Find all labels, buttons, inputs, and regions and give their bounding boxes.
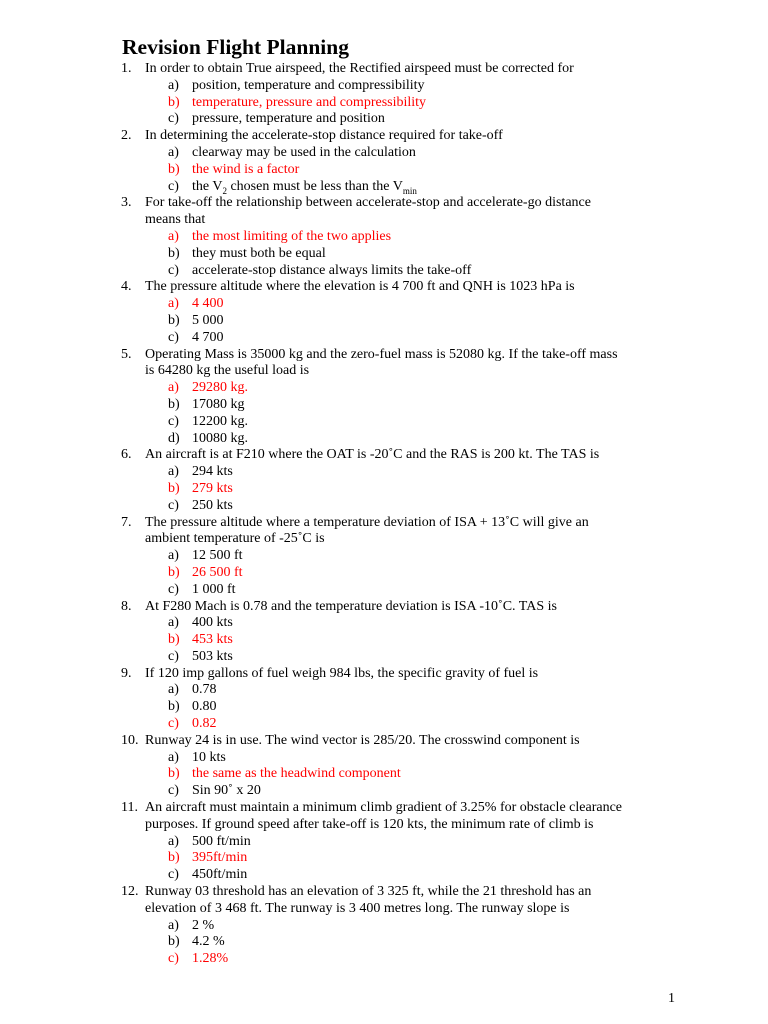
option (0, 682, 768, 699)
option-text: 395ft/min (192, 850, 248, 866)
question-text: If 120 imp gallons of fuel weigh 984 lbs, the specific gravity of fuel is (145, 665, 539, 681)
option-text: the wind is a factor (192, 161, 300, 177)
question-stem (0, 884, 768, 901)
option-letter: a) (168, 833, 179, 849)
option-letter: c) (168, 581, 179, 597)
option-letter: a) (168, 296, 179, 312)
option-letter: d) (168, 430, 180, 446)
question-text: is 64280 kg the useful load is (145, 363, 310, 379)
question-text: An aircraft must maintain a minimum climb gradient of 3.25% for obstacle clearance (145, 800, 622, 816)
question-text: Runway 24 is in use. The wind vector is 285/20. The crosswind component is (145, 732, 580, 748)
option-text: 400 kts (192, 615, 233, 631)
question-number: 7. (121, 514, 132, 530)
option-letter: a) (168, 682, 179, 698)
option-letter: b) (168, 161, 180, 177)
question-text: purposes. If ground speed after take-off is 120 kts, the minimum rate of climb is (145, 816, 594, 832)
option-letter: b) (168, 94, 180, 110)
option-text: 12200 kg. (192, 413, 248, 429)
question-stem-continued (0, 363, 768, 380)
question-number: 9. (121, 665, 132, 681)
option-letter: b) (168, 699, 180, 715)
option-text: the same as the headwind component (192, 766, 401, 782)
option-letter: c) (168, 648, 179, 664)
option (0, 548, 768, 565)
option-text: 0.82 (192, 716, 217, 732)
option-text: accelerate-stop distance always limits the take-off (192, 262, 472, 278)
question-text: An aircraft is at F210 where the OAT is -20˚C and the RAS is 200 kt. The TAS is (145, 447, 600, 463)
option (0, 246, 768, 263)
option (0, 397, 768, 414)
option-text: pressure, temperature and position (192, 111, 385, 127)
option-letter: c) (168, 497, 179, 513)
question-number: 5. (121, 346, 132, 362)
question-text: The pressure altitude where a temperature deviation of ISA + 13˚C will give an (145, 514, 589, 530)
question-text: The pressure altitude where the elevation is 4 700 ft and QNH is 1023 hPa is (145, 279, 575, 295)
question-stem (0, 61, 768, 78)
option-letter: c) (168, 783, 179, 799)
option (0, 330, 768, 347)
option-correct (0, 296, 768, 313)
option (0, 750, 768, 767)
option-text: 4.2 % (192, 934, 225, 950)
question-number: 2. (121, 128, 132, 144)
option-correct (0, 565, 768, 582)
question-number: 3. (121, 195, 132, 211)
option-correct (0, 162, 768, 179)
question-stem-continued (0, 212, 768, 229)
option (0, 934, 768, 951)
option (0, 649, 768, 666)
option-text: clearway may be used in the calculation (192, 144, 416, 160)
option (0, 414, 768, 431)
question-text: Operating Mass is 35000 kg and the zero-fuel mass is 52080 kg. If the take-off mass (145, 346, 618, 362)
option (0, 179, 768, 196)
option-correct (0, 951, 768, 968)
question-stem-continued (0, 901, 768, 918)
option-text: 250 kts (192, 497, 233, 513)
option-text: 503 kts (192, 648, 233, 664)
question-text: ambient temperature of -25˚C is (145, 531, 325, 547)
option-text: 2 % (192, 917, 215, 933)
option-letter: b) (168, 766, 180, 782)
option-letter: a) (168, 380, 179, 396)
question-number: 8. (121, 598, 132, 614)
option-text: 1 000 ft (192, 581, 236, 597)
option-text: position, temperature and compressibility (192, 77, 425, 93)
option-letter: b) (168, 564, 180, 580)
option (0, 783, 768, 800)
option-letter: a) (168, 749, 179, 765)
question-stem (0, 733, 768, 750)
option-letter: b) (168, 632, 180, 648)
question-list (0, 61, 768, 968)
option (0, 464, 768, 481)
option-correct (0, 850, 768, 867)
option (0, 918, 768, 935)
option-letter: c) (168, 178, 179, 194)
question-stem-continued (0, 531, 768, 548)
option (0, 111, 768, 128)
question-text: In determining the accelerate-stop distance required for take-off (145, 128, 503, 144)
option-text: 26 500 ft (192, 564, 243, 580)
option-letter: c) (168, 867, 179, 883)
option-text: 450ft/min (192, 867, 248, 883)
option-letter: c) (168, 111, 179, 127)
page-number: 1 (668, 991, 675, 1006)
question-stem (0, 195, 768, 212)
option-letter: b) (168, 312, 180, 328)
question-stem (0, 599, 768, 616)
option (0, 834, 768, 851)
option-text: 453 kts (192, 632, 233, 648)
option (0, 263, 768, 280)
option (0, 699, 768, 716)
option (0, 78, 768, 95)
option-text: Sin 90˚ x 20 (192, 783, 261, 799)
option-letter: a) (168, 464, 179, 480)
question-text: At F280 Mach is 0.78 and the temperature deviation is ISA -10˚C. TAS is (145, 598, 557, 614)
option-letter: b) (168, 850, 180, 866)
question-number: 12. (121, 884, 139, 900)
option-letter: a) (168, 77, 179, 93)
option-letter: a) (168, 144, 179, 160)
option-text: 0.78 (192, 682, 217, 698)
question-stem (0, 515, 768, 532)
question-stem-continued (0, 817, 768, 834)
option (0, 145, 768, 162)
question-text: elevation of 3 468 ft. The runway is 3 400 metres long. The runway slope is (145, 900, 570, 916)
option (0, 498, 768, 515)
option-text: the most limiting of the two applies (192, 228, 392, 244)
option-text: 0.80 (192, 699, 217, 715)
option-correct (0, 766, 768, 783)
option-text: 17080 kg (192, 396, 245, 412)
option-letter: a) (168, 917, 179, 933)
subscript: 2 (222, 185, 227, 196)
option (0, 615, 768, 632)
option-correct (0, 716, 768, 733)
option-correct (0, 481, 768, 498)
question-stem (0, 666, 768, 683)
option-text (192, 179, 417, 196)
option-text: 10 kts (192, 749, 226, 765)
option-text: 1.28% (192, 951, 229, 967)
option-text: 279 kts (192, 480, 233, 496)
option-text: 4 700 (192, 329, 224, 345)
option-text: 4 400 (192, 296, 224, 312)
question-stem (0, 128, 768, 145)
question-number: 4. (121, 279, 132, 295)
option-text: temperature, pressure and compressibility (192, 94, 427, 110)
question-stem (0, 347, 768, 364)
question-number: 10. (121, 732, 139, 748)
question-number: 1. (121, 61, 132, 76)
question-stem (0, 800, 768, 817)
option-text: 500 ft/min (192, 833, 251, 849)
option-text: they must both be equal (192, 245, 326, 261)
option (0, 313, 768, 330)
option-correct (0, 229, 768, 246)
option-text: 10080 kg. (192, 430, 248, 446)
option-letter: b) (168, 934, 180, 950)
option-text: 5 000 (192, 312, 224, 328)
question-stem (0, 447, 768, 464)
option (0, 582, 768, 599)
question-text: For take-off the relationship between accelerate-stop and accelerate-go distance (145, 195, 591, 211)
question-text: In order to obtain True airspeed, the Rectified airspeed must be corrected for (145, 61, 574, 76)
subscript: min (402, 185, 417, 196)
option-letter: c) (168, 262, 179, 278)
option-letter: c) (168, 951, 179, 967)
option-text: 294 kts (192, 464, 233, 480)
question-stem (0, 279, 768, 296)
page-title: Revision Flight Planning (122, 35, 349, 59)
option-letter: a) (168, 228, 179, 244)
option-correct (0, 95, 768, 112)
option-letter: b) (168, 396, 180, 412)
option-correct (0, 632, 768, 649)
option (0, 867, 768, 884)
option-text-part: the V (192, 178, 223, 194)
option-letter: c) (168, 716, 179, 732)
option-letter: a) (168, 615, 179, 631)
question-text: Runway 03 threshold has an elevation of 3 325 ft, while the 21 threshold has an (145, 884, 592, 900)
option-text: 12 500 ft (192, 548, 243, 564)
option-letter: c) (168, 329, 179, 345)
option-correct (0, 380, 768, 397)
question-number: 11. (121, 800, 138, 816)
question-number: 6. (121, 447, 132, 463)
question-text: means that (145, 212, 206, 228)
option-letter: a) (168, 548, 179, 564)
option-letter: b) (168, 245, 180, 261)
option-letter: b) (168, 480, 180, 496)
option-text-part: chosen must be less than the V (226, 178, 403, 194)
option (0, 431, 768, 448)
option-letter: c) (168, 413, 179, 429)
option-text: 29280 kg. (192, 380, 248, 396)
